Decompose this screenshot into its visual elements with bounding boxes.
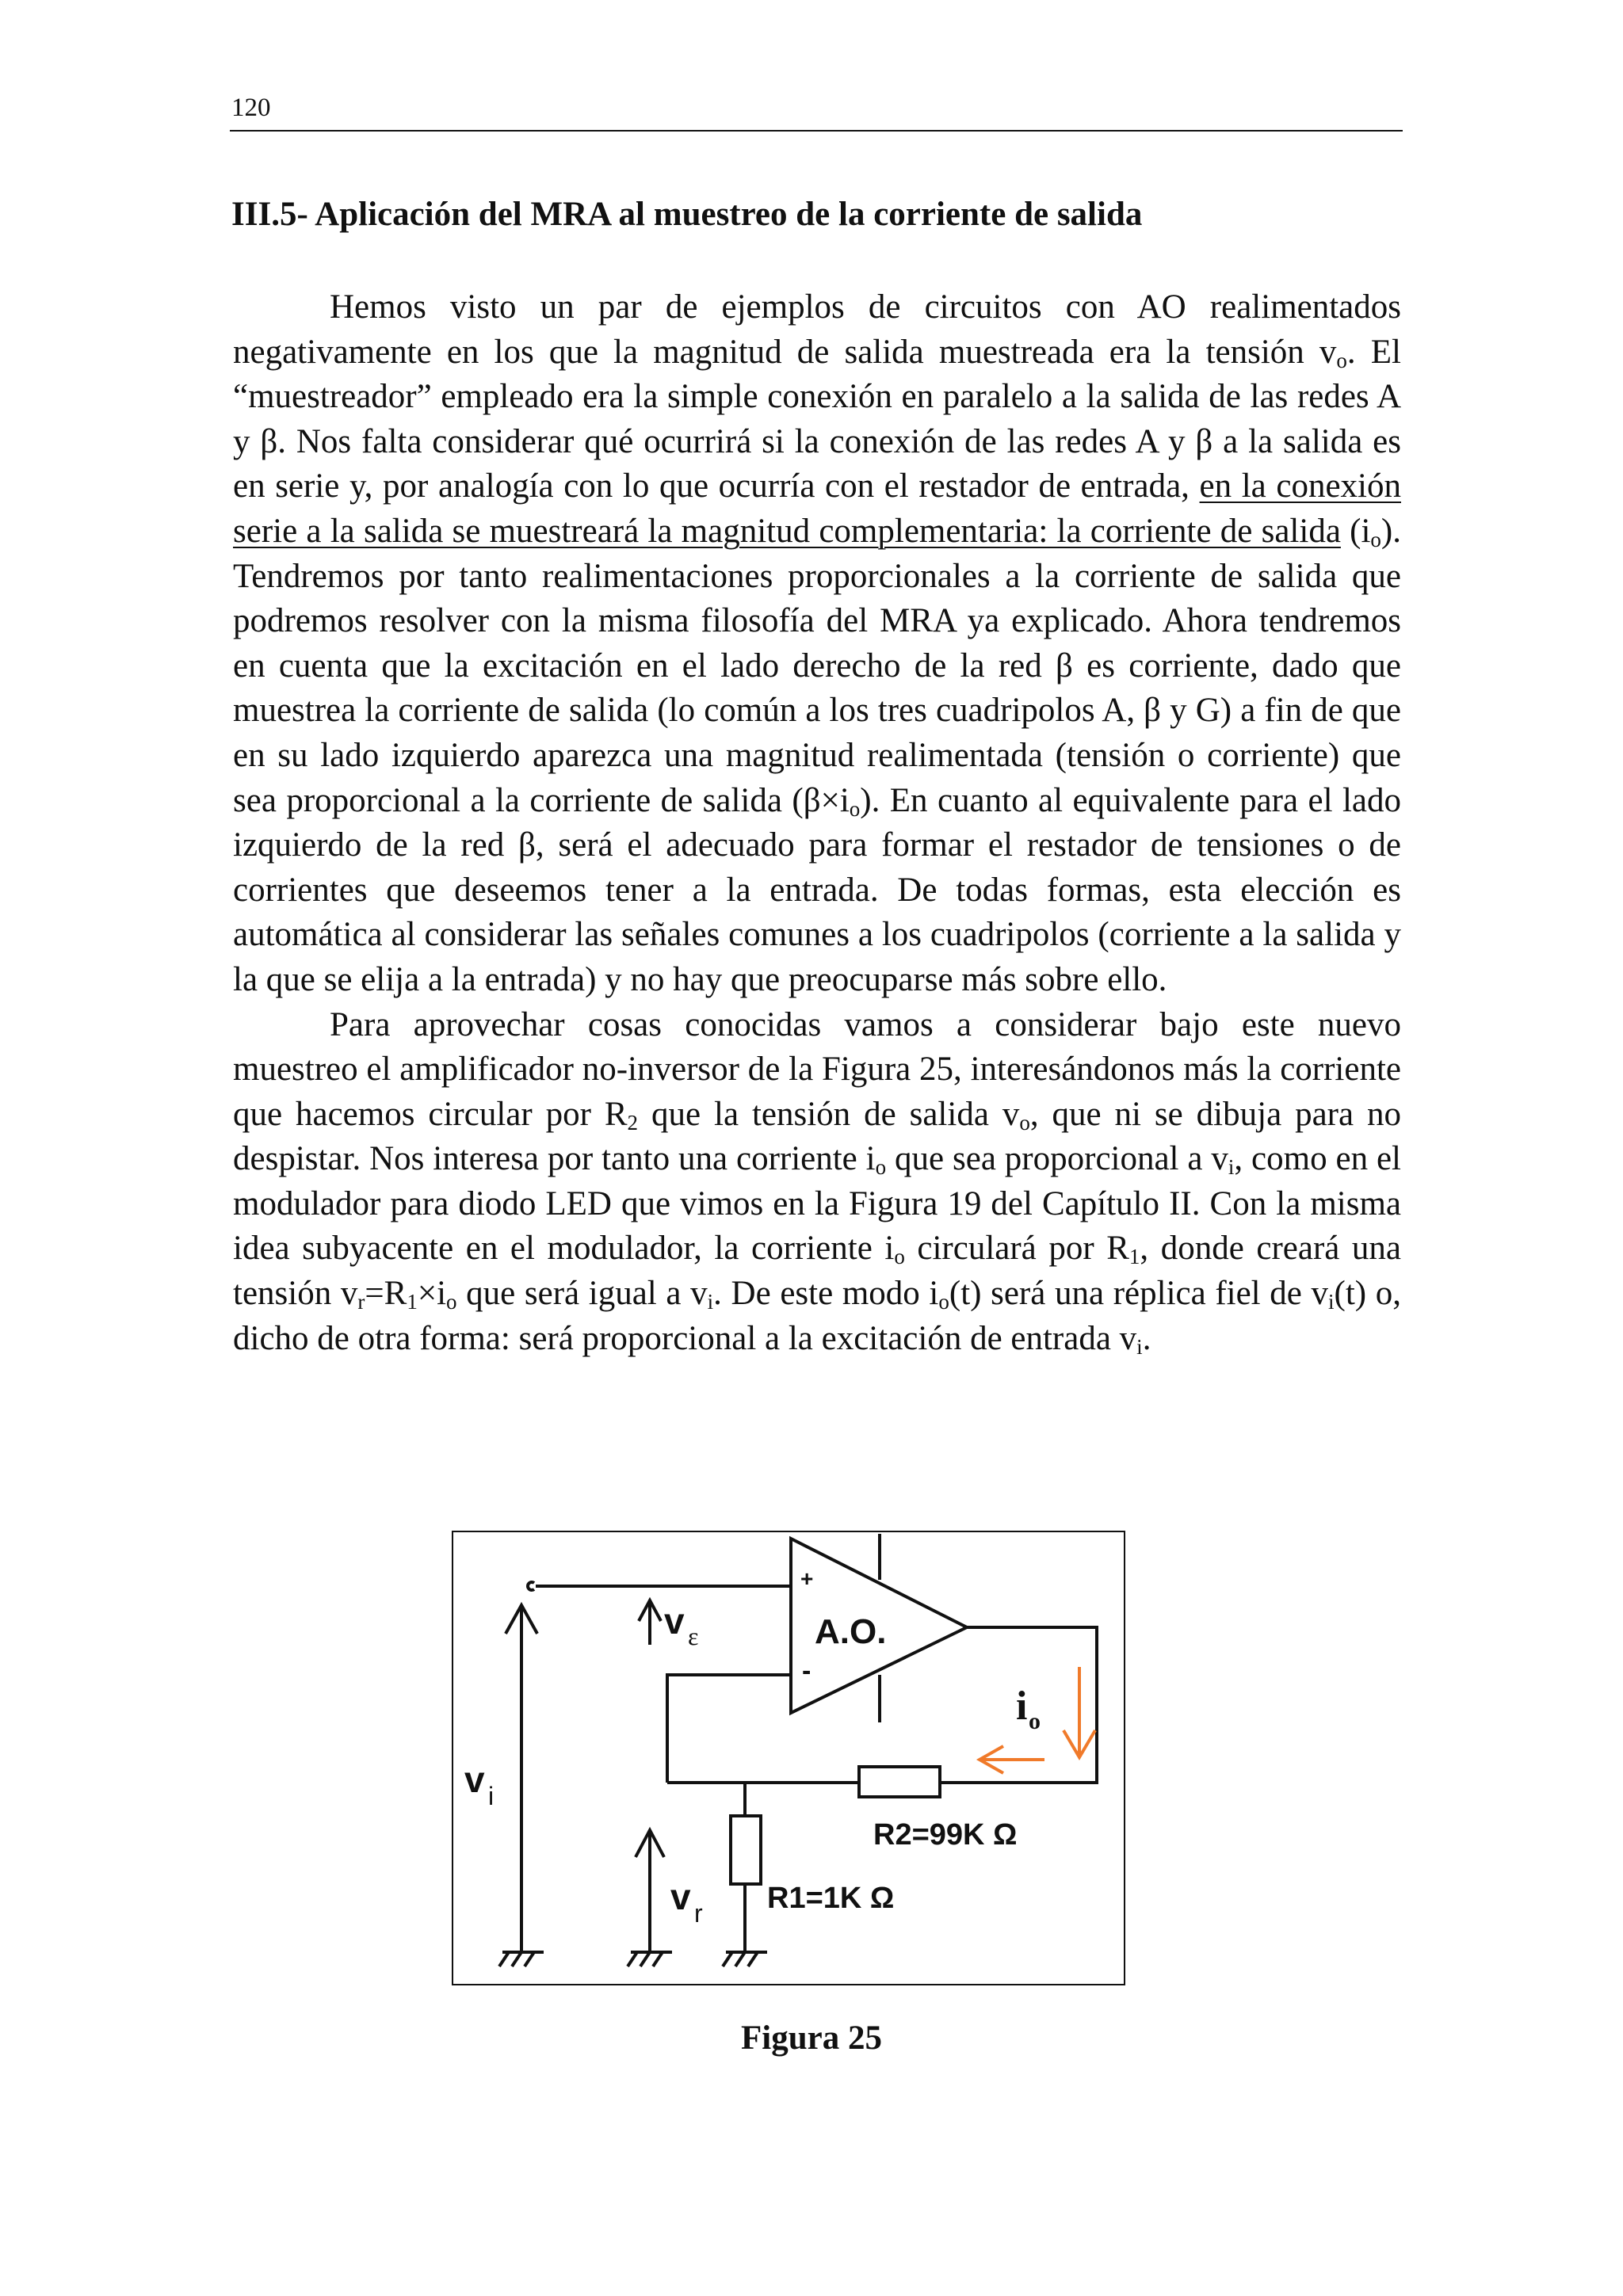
v-epsilon-label: v <box>664 1600 685 1642</box>
inverting-input-wire <box>667 1675 791 1783</box>
body-text <box>233 285 1401 1361</box>
circuit-diagram <box>453 1532 1127 1987</box>
page-number: 120 <box>231 93 271 122</box>
r1-label: R1=1K Ω <box>767 1882 895 1915</box>
paragraph-2: Para aprovechar cosas conocidas vamos a considerar bajo este nuevo muestreo el amplificador no-inversor de la Figura 25, interesándonos más la corriente que hacemos circular por $R_2$ que la tensión de salida $v_o$, que ni se dibuja para no despistar. Nos interesa por tanto una corriente $i_o$ que sea proporcional a $v_i$, como en el modulador para diodo LED que vimos en la Figura 19 del Capítulo II. Con la misma idea subyacente en el modulador, la corriente $i_o$ circulará por $R_1$, donde creará una tensión $v_r=R_1\times i_o$ que será igual a $v_i$. De este modo $i_o(t)$ será una réplica fiel de $v_i(t)$ o, dicho de otra forma: será proporcional a la excitación de entrada $v_i$. <box>233 1005 1402 1359</box>
ground-vi <box>499 1952 544 1966</box>
r2-label: R2=99K Ω <box>873 1818 1018 1852</box>
vi-label: v <box>464 1759 485 1800</box>
ground-vr <box>628 1952 672 1966</box>
vi-subscript: i <box>488 1782 495 1810</box>
header-rule <box>230 130 1403 132</box>
vr-subscript: r <box>694 1899 703 1928</box>
ground-r1 <box>723 1952 767 1966</box>
vr-label: v <box>670 1876 691 1917</box>
resistor-r2 <box>859 1767 940 1797</box>
figure-25-circuit <box>452 1531 1125 1985</box>
resistor-r1 <box>731 1816 761 1884</box>
io-label: i <box>1016 1684 1028 1729</box>
op-amp-label: A.O. <box>815 1612 887 1651</box>
paragraph-1: Hemos visto un par de ejemplos de circuitos con AO realimentados negativamente en los que la magnitud de salida muestreada era la tensión $v_o$. El “muestreador” empleado era la simple conexión en paralelo a la salida de las redes A y β. Nos falta considerar qué ocurrirá si la conexión de las redes A y β a la salida es en serie y, por analogía con lo que ocurría con el restador de entrada, en la conexión serie a la salida se muestreará la magnitud complementaria: la corriente de salida $(i_o)$. Tendremos por tanto realimentaciones proporcionales a la corriente de salida que podremos resolver con la misma filosofía del MRA ya explicado. Ahora tendremos en cuenta que la excitación en el lado derecho de la red β es corriente, dado que muestrea la corriente de salida (lo común a los tres cuadripolos A, β y G) a fin de que en su lado izquierdo aparezca una magnitud realimentada (tensión o corriente) que sea proporcional a la corriente de salida $(\beta\times i_o)$. En cuanto al equivalente para el lado izquierdo de la red β, será el adecuado para formar el restador de tensiones o de corrientes que deseemos tener a la entrada. De todas formas, esta elección es automática al considerar las señales comunes a los cuadripolos (corriente a la salida y la que se elija a la entrada) y no hay que preocuparse más sobre ello. <box>233 288 1401 998</box>
figure-caption: Figura 25 <box>741 2019 882 2057</box>
minus-sign: - <box>802 1656 812 1686</box>
plus-sign: + <box>800 1566 814 1591</box>
underlined-statement: en la conexión serie a la salida se muestreará la magnitud complementaria: la corriente de salida <box>233 467 1401 550</box>
io-subscript: o <box>1029 1708 1041 1734</box>
v-epsilon-subscript: ε <box>688 1622 699 1650</box>
input-terminal <box>528 1582 534 1590</box>
section-heading: III.5- Aplicación del MRA al muestreo de la corriente de salida <box>231 196 1143 233</box>
